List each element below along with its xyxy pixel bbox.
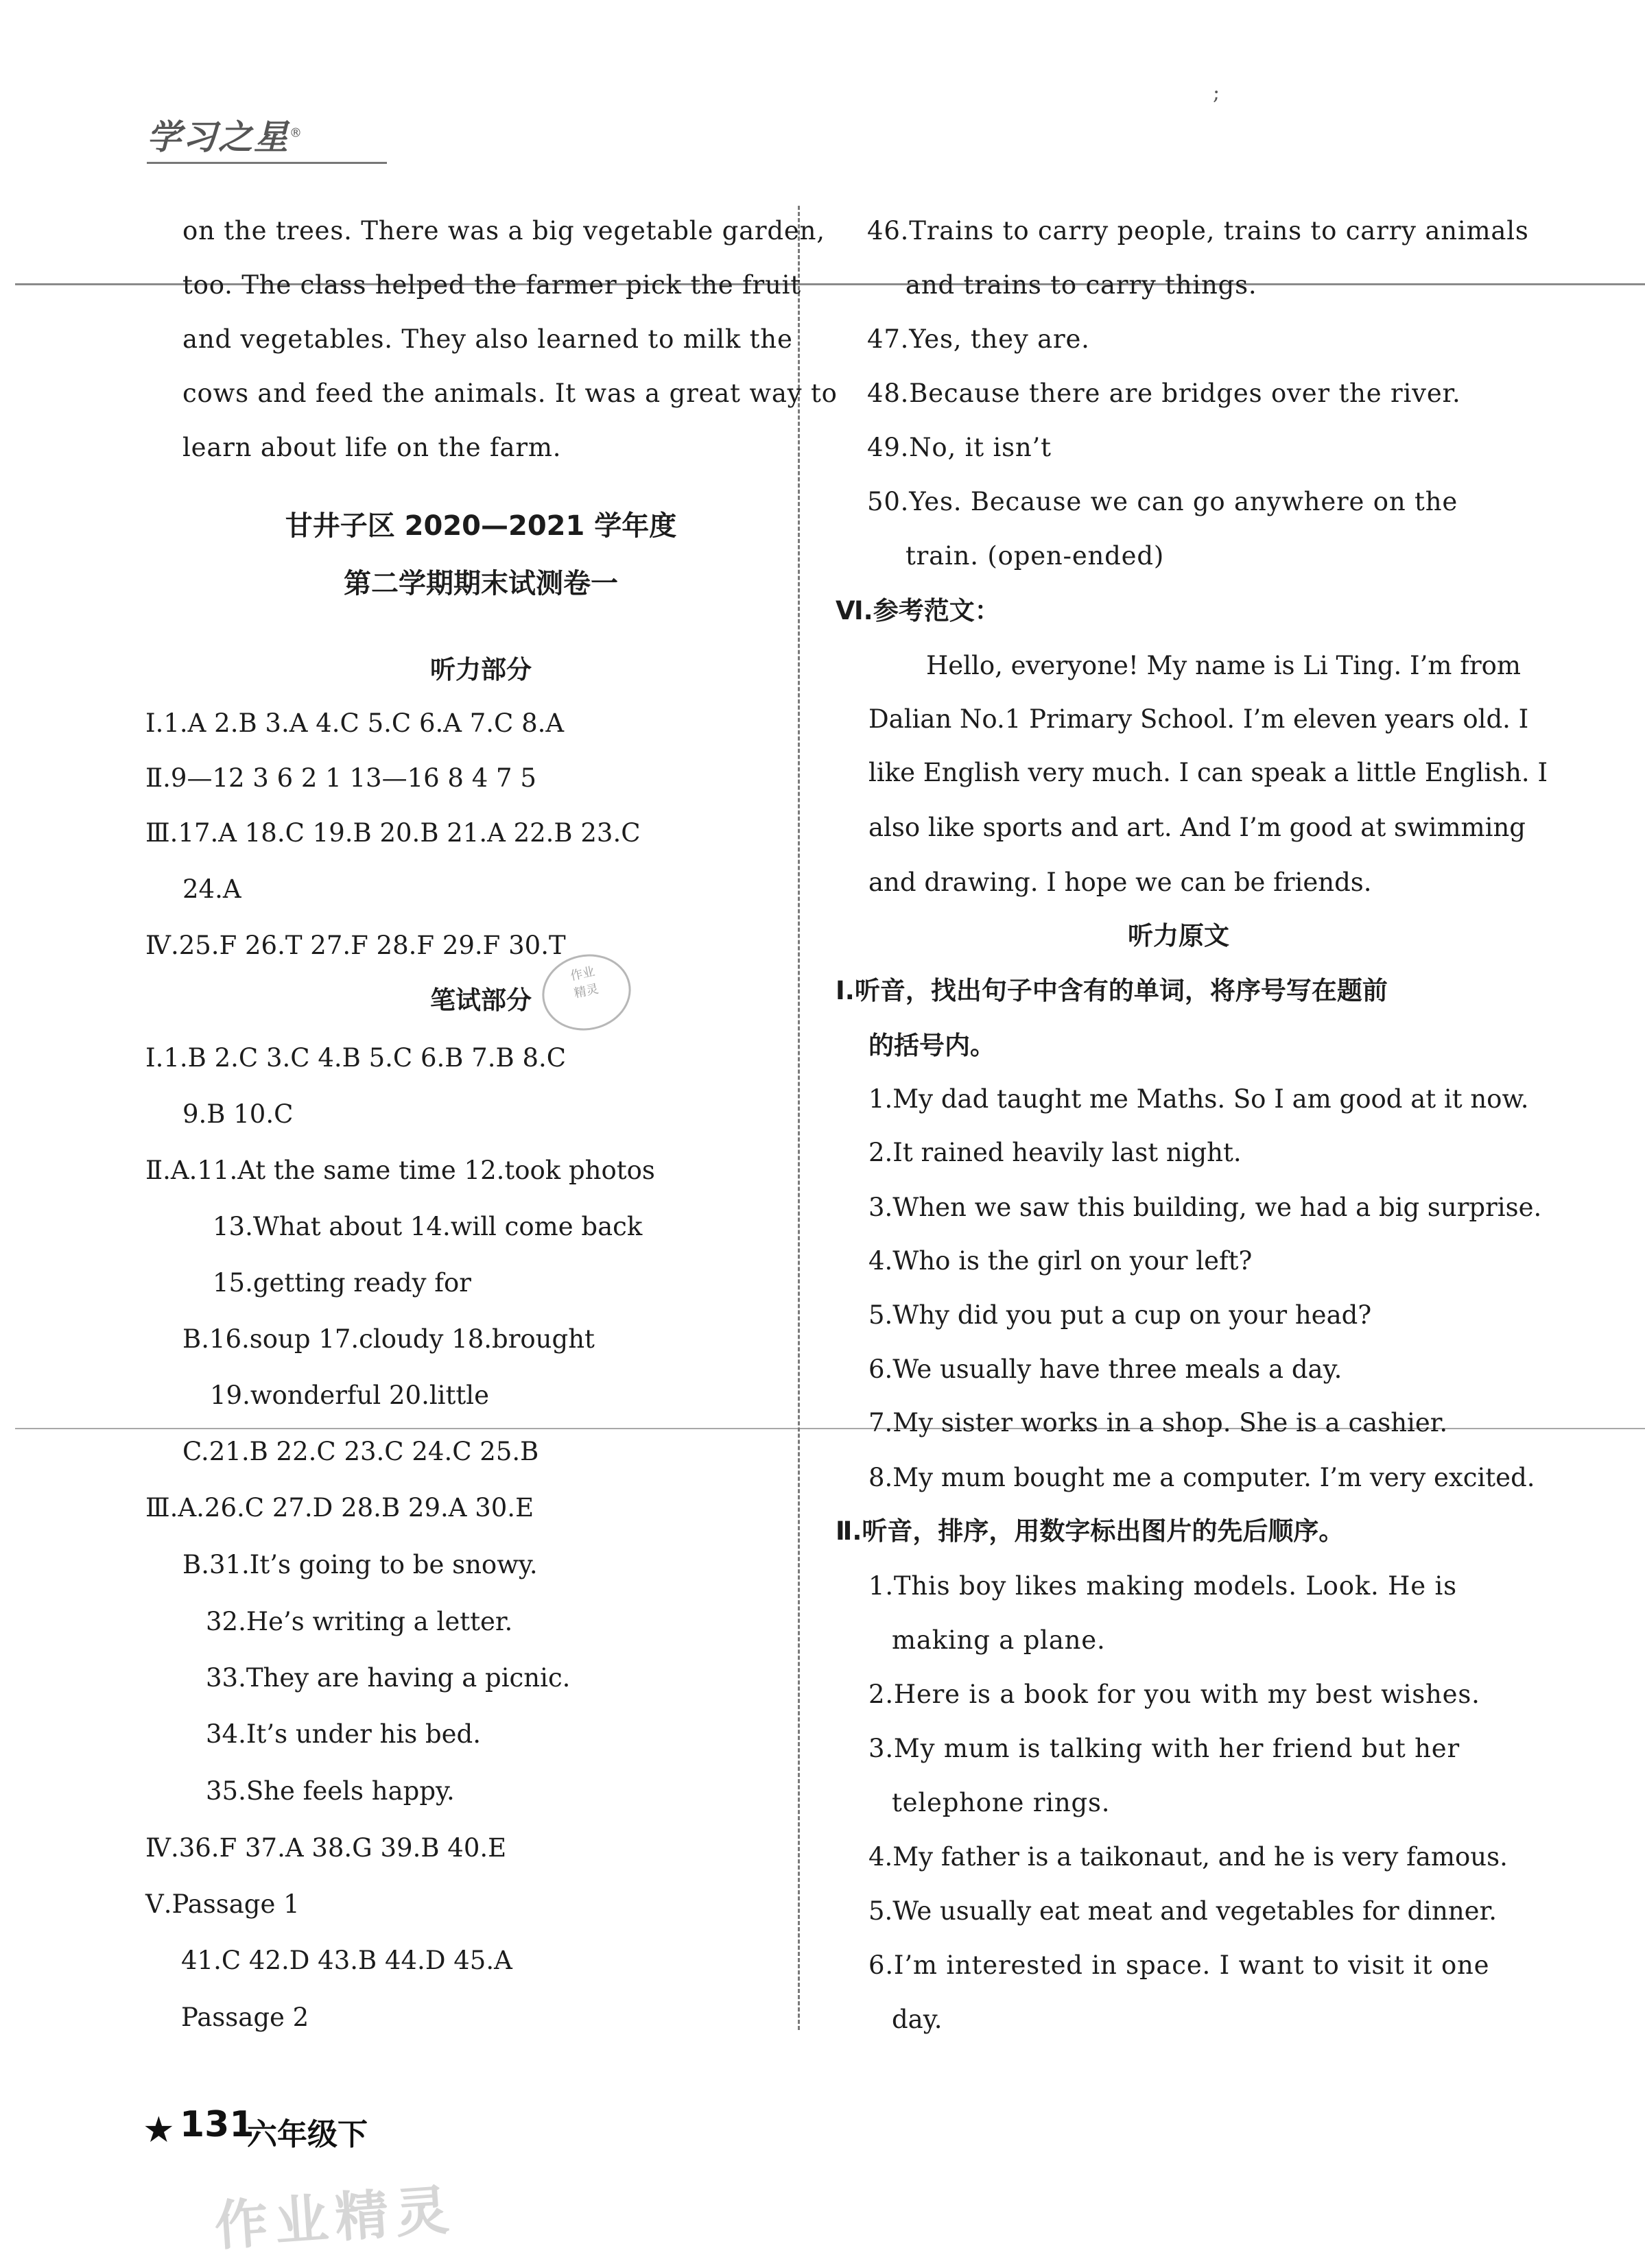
section-instruction: Ⅱ.听音，排序，用数字标出图片的先后顺序。: [836, 1516, 1345, 1546]
passage-line: and vegetables. They also learned to milk the: [182, 324, 793, 354]
stamp-line: 精灵: [572, 981, 600, 1001]
answer-line: Ⅴ.Passage 1: [145, 1889, 300, 1919]
header-rule: [147, 162, 387, 164]
essay-line: Dalian No.1 Primary School. I’m eleven years old. I: [868, 704, 1529, 734]
answer-line: Ⅰ.1.B 2.C 3.C 4.B 5.C 6.B 7.B 8.C: [145, 1043, 567, 1073]
answer-line: train. (open-ended): [906, 541, 1165, 571]
answer-line: B.16.soup 17.cloudy 18.brought: [182, 1324, 595, 1354]
essay-label: Ⅵ.参考范文：: [836, 596, 1000, 625]
transcript-line: making a plane.: [892, 1625, 1106, 1655]
answer-line: Ⅱ.9—12 3 6 2 1 13—16 8 4 7 5: [145, 763, 536, 793]
answer-line: Ⅰ.1.A 2.B 3.A 4.C 5.C 6.A 7.C 8.A: [145, 708, 565, 738]
transcript-line: 5.We usually eat meat and vegetables for dinner.: [868, 1896, 1497, 1926]
transcript-line: 6.I’m interested in space. I want to visit it one: [868, 1950, 1490, 1980]
answer-line: 49.No, it isn’t: [867, 433, 1052, 462]
grade-label: 六年级下: [247, 2117, 368, 2152]
answer-line: 50.Yes. Because we can go anywhere on the: [867, 487, 1458, 516]
transcript-line: 4.My father is a taikonaut, and he is very famous.: [868, 1842, 1508, 1872]
answer-line: 48.Because there are bridges over the river.: [867, 379, 1461, 408]
answer-line: 41.C 42.D 43.B 44.D 45.A: [181, 1946, 512, 1975]
answer-line: 13.What about 14.will come back: [213, 1212, 643, 1241]
column-divider: [798, 206, 800, 2030]
answer-line: 24.A: [182, 874, 241, 904]
transcript-line: 6.We usually have three meals a day.: [868, 1354, 1342, 1384]
answer-line: Passage 2: [181, 2003, 309, 2032]
stamp-line: 作业: [569, 964, 597, 984]
star-icon: ★: [143, 2110, 175, 2151]
exam-title: 甘井子区 2020—2021 学年度: [285, 510, 677, 542]
answer-line: and trains to carry things.: [906, 270, 1257, 300]
essay-line: like English very much. I can speak a little English. I: [868, 758, 1548, 787]
section-instruction: 的括号内。: [868, 1031, 995, 1060]
written-heading: 笔试部分: [430, 986, 532, 1015]
answer-line: B.31.It’s going to be snowy.: [182, 1550, 538, 1579]
answer-line: Ⅲ.A.26.C 27.D 28.B 29.A 30.E: [145, 1493, 534, 1523]
transcript-line: 8.My mum bought me a computer. I’m very excited.: [868, 1463, 1535, 1492]
essay-line: also like sports and art. And I’m good at swimming: [868, 813, 1526, 842]
answer-line: 19.wonderful 20.little: [210, 1381, 489, 1410]
passage-line: cows and feed the animals. It was a great way to: [182, 379, 838, 408]
transcript-line: 1.This boy likes making models. Look. He is: [868, 1571, 1457, 1601]
brand-logo: 学习之星®: [147, 117, 303, 157]
answer-line: 32.He’s writing a letter.: [206, 1607, 513, 1636]
answer-line: Ⅲ.17.A 18.C 19.B 20.B 21.A 22.B 23.C: [145, 818, 641, 848]
transcript-line: day.: [892, 2005, 943, 2034]
transcript-heading: 听力原文: [1128, 921, 1229, 951]
answer-line: Ⅱ.A.11.At the same time 12.took photos: [145, 1156, 655, 1185]
answer-line: 34.It’s under his bed.: [206, 1719, 481, 1749]
essay-line: Hello, everyone! My name is Li Ting. I’m from: [926, 651, 1521, 680]
answer-line: 46.Trains to carry people, trains to carry animals: [867, 216, 1529, 246]
transcript-line: 3.When we saw this building, we had a big surprise.: [868, 1193, 1542, 1222]
answer-line: C.21.B 22.C 23.C 24.C 25.B: [182, 1437, 539, 1466]
answer-line: 35.She feels happy.: [206, 1776, 455, 1806]
exam-subtitle: 第二学期期末试测卷一: [344, 568, 618, 599]
scan-mark: ;: [1213, 81, 1220, 105]
essay-line: and drawing. I hope we can be friends.: [868, 868, 1372, 897]
transcript-line: 5.Why did you put a cup on your head?: [868, 1300, 1372, 1330]
transcript-line: 4.Who is the girl on your left?: [868, 1246, 1253, 1276]
watermark-text: 作业精灵: [212, 2179, 458, 2258]
transcript-line: 3.My mum is talking with her friend but her: [868, 1734, 1460, 1763]
answer-line: 33.They are having a picnic.: [206, 1663, 571, 1693]
passage-line: too. The class helped the farmer pick the fruit: [182, 270, 801, 300]
transcript-line: 1.My dad taught me Maths. So I am good at it now.: [868, 1084, 1529, 1114]
transcript-line: 7.My sister works in a shop. She is a cashier.: [868, 1408, 1448, 1437]
section-instruction: Ⅰ.听音，找出句子中含有的单词，将序号写在题前: [836, 976, 1388, 1005]
transcript-line: 2.It rained heavily last night.: [868, 1138, 1242, 1167]
answer-line: Ⅳ.36.F 37.A 38.G 39.B 40.E: [145, 1833, 507, 1863]
answer-line: 47.Yes, they are.: [867, 324, 1090, 354]
transcript-line: telephone rings.: [892, 1788, 1111, 1817]
page-number: 131: [180, 2104, 255, 2145]
listening-heading: 听力部分: [430, 655, 532, 684]
answer-line: Ⅳ.25.F 26.T 27.F 28.F 29.F 30.T: [145, 931, 566, 960]
answer-line: 9.B 10.C: [182, 1099, 294, 1129]
answer-line: 15.getting ready for: [213, 1268, 471, 1298]
passage-line: on the trees. There was a big vegetable garden,: [182, 216, 825, 246]
passage-line: learn about life on the farm.: [182, 433, 562, 462]
transcript-line: 2.Here is a book for you with my best wishes.: [868, 1680, 1480, 1709]
